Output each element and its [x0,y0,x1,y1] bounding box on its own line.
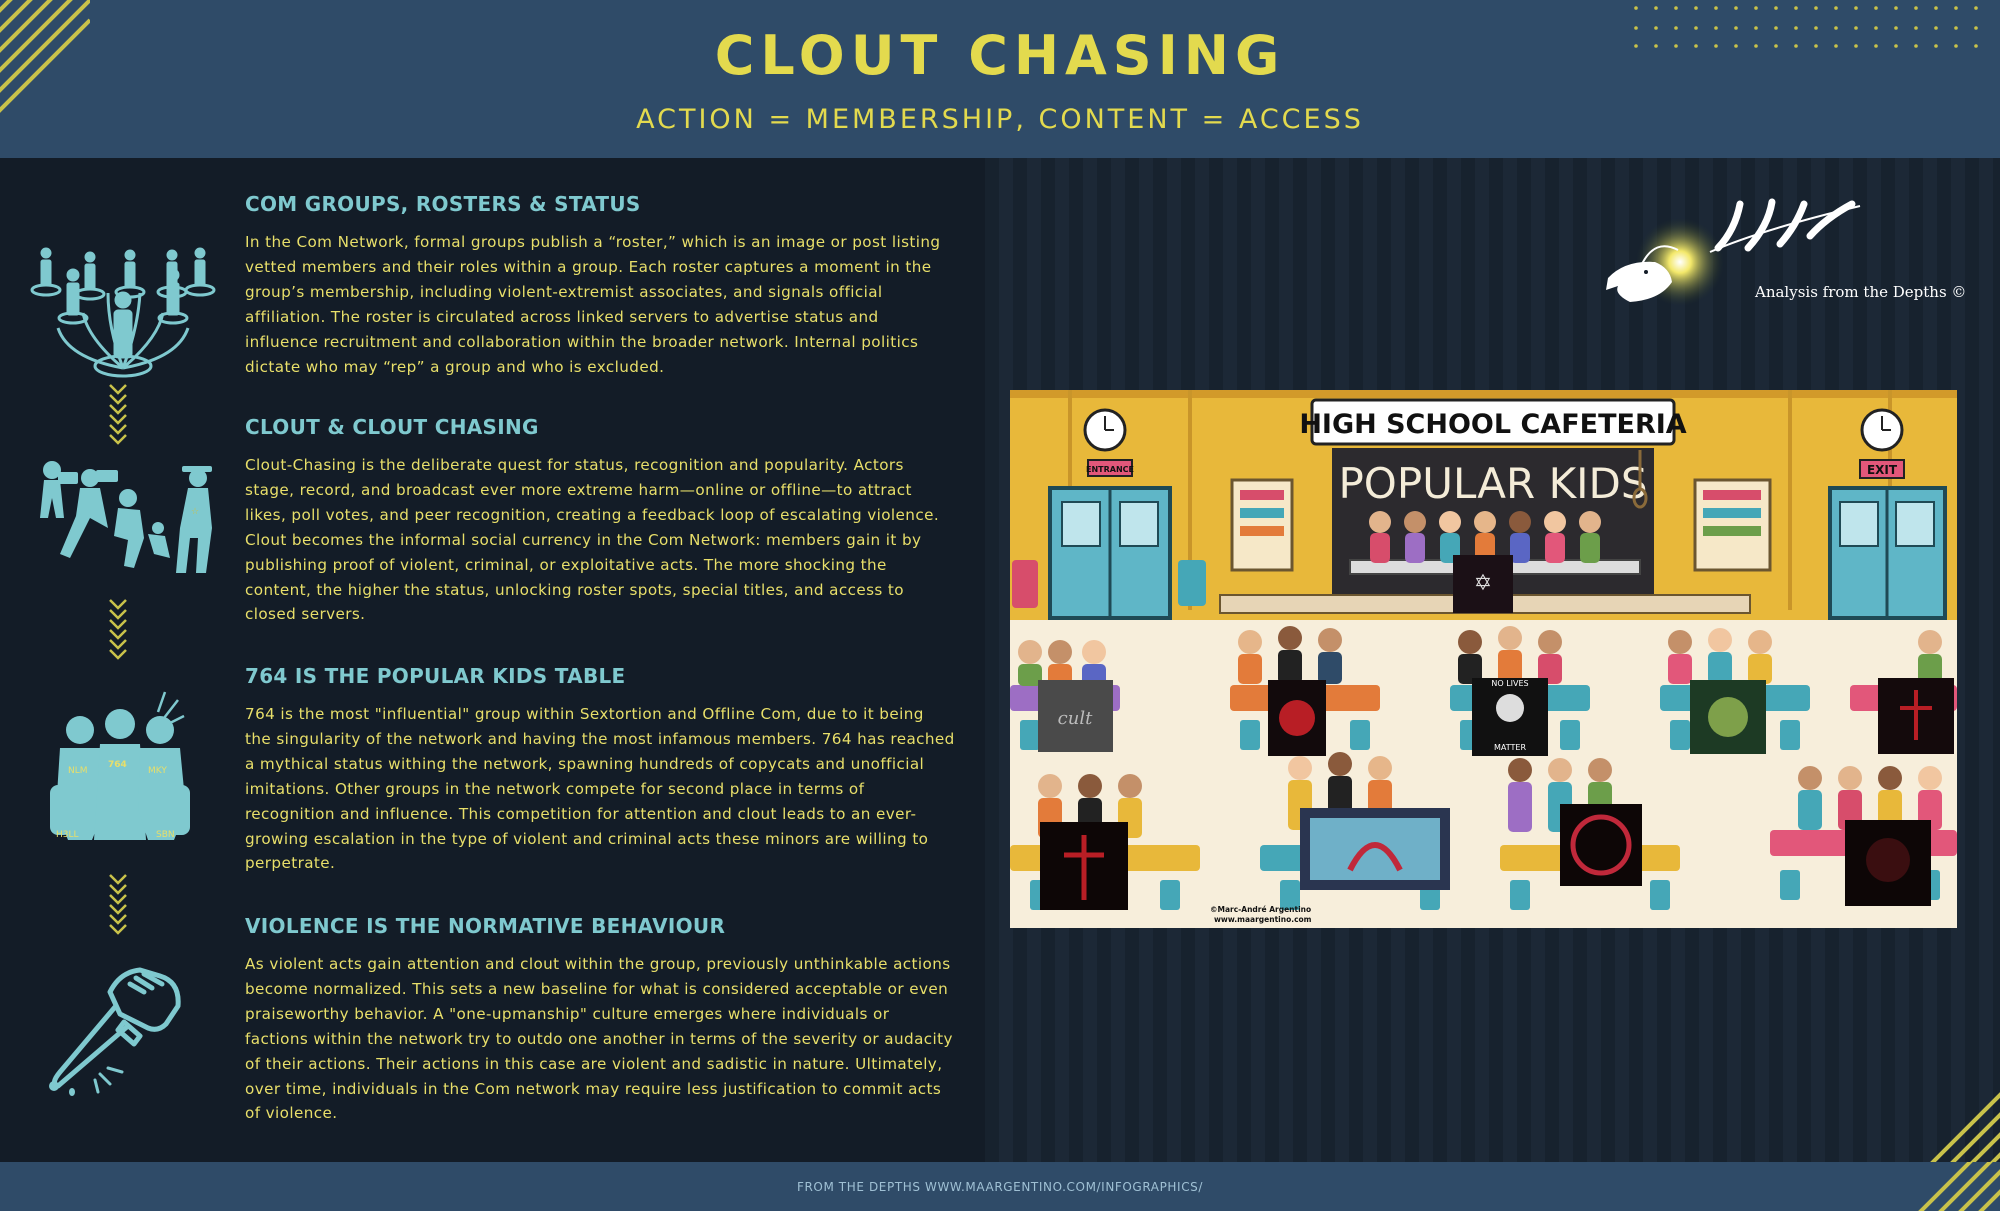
section-title-clout: CLOUT & CLOUT CHASING [245,415,539,439]
chevron-down-icon [108,598,128,662]
footer-band [0,1162,2000,1211]
diagonal-lines-decoration [1910,1162,2000,1211]
section-body-violence: As violent acts gain attention and clout within the group, previously unthinkable actions become normalized. This sets a new baseline for what is considered acceptable or even praiseworthy behavior. A "one-upmanship" culture emerges where individuals or factions within the network try to outdo one another in terms of the severity or audacity of their actions. Their actions in this case are violent and sadistic in nature. Ultimately, over time, individuals in the Com network may require less justification to commit acts of violence. [245,955,953,1123]
exit-sign: EXIT [1866,463,1898,477]
badge-label: 764 [108,760,127,770]
page-subtitle: ACTION = MEMBERSHIP, CONTENT = ACCESS [636,104,1364,135]
section-title-764: 764 IS THE POPULAR KIDS TABLE [245,664,626,688]
patch-text-1: NO LIVES [1491,679,1529,688]
cafeteria-illustration [1010,390,1957,928]
svg-text:☆: ☆ [191,507,200,517]
section-body-rosters: In the Com Network, formal groups publish a “roster,” which is an image or post listing vetted members and their roles within a group. Each roster captures a moment in the group’s membership, including violent-extremist associates, and signals official affiliation. The roster is circulated across linked servers to advertise status and influence recruitment and collaboration within the broader network. Internal politics dictate who may “rep” a group and who is excluded. [245,233,941,376]
entrance-sign: ENTRANCE [1086,465,1134,474]
network-hierarchy-icon [28,238,218,378]
banner-text: HIGH SCHOOL CAFETERIA [1299,409,1687,440]
badge-label: H3LL [56,830,79,840]
badge-label: MKY [148,766,167,776]
footer-text: FROM THE DEPTHS WWW.MAARGENTINO.COM/INFOGRAPHICS/ [796,1180,1204,1194]
filming-violence-icon [30,458,220,583]
section-body-764: 764 is the most "influential" group within Sextortion and Offline Com, due to it being the singularity of the network and having the most infamous members. 764 has reached a mythical status withing the network, spawning hundreds of copycats and unofficial imitations. Other groups in the network compete for second place in terms of recognition and influence. This competition for attention and clout leads to an ever-growing escalation in the type of violent and criminal acts these minors are willing to perpetrate. [245,705,955,873]
header-band [0,0,2000,158]
badge-label: NLM [68,766,88,776]
credit-line-1: ©Marc-André Argentino [1210,905,1312,914]
chevron-down-icon [108,383,128,447]
badge-label: SBN [156,830,175,840]
credit-line-2: www.maargentino.com [1214,915,1312,924]
diagonal-lines-decoration [1910,1085,2000,1162]
page-title: CLOUT CHASING [714,24,1286,87]
section-title-violence: VIOLENCE IS THE NORMATIVE BEHAVIOUR [245,914,726,938]
knife-hand-icon [40,962,190,1097]
section-title-rosters: COM GROUPS, ROSTERS & STATUS [245,192,641,216]
svg-text:✡: ✡ [1473,571,1493,596]
svg-text:cult: cult [1057,708,1093,729]
chevron-down-icon [108,873,128,937]
group-badges-icon [40,690,200,845]
logo-caption: Analysis from the Depths © [1755,283,1967,301]
section-body-clout: Clout-Chasing is the deliberate quest for status, recognition and popularity. Actors stage, record, and broadcast ever more extreme harm—online or offline—to attract likes, poll votes, and peer recognition, creating a feedback loop of escalating violence. Clout becomes the informal social currency in the Com Network: members gain it by publishing proof of violent, criminal, or exploitative acts. The more shocking the content, the higher the status, unlocking roster spots, special titles, and access to closed servers. [245,456,940,624]
patch-text-2: MATTER [1494,743,1526,752]
board-text: POPULAR KIDS [1338,459,1648,508]
